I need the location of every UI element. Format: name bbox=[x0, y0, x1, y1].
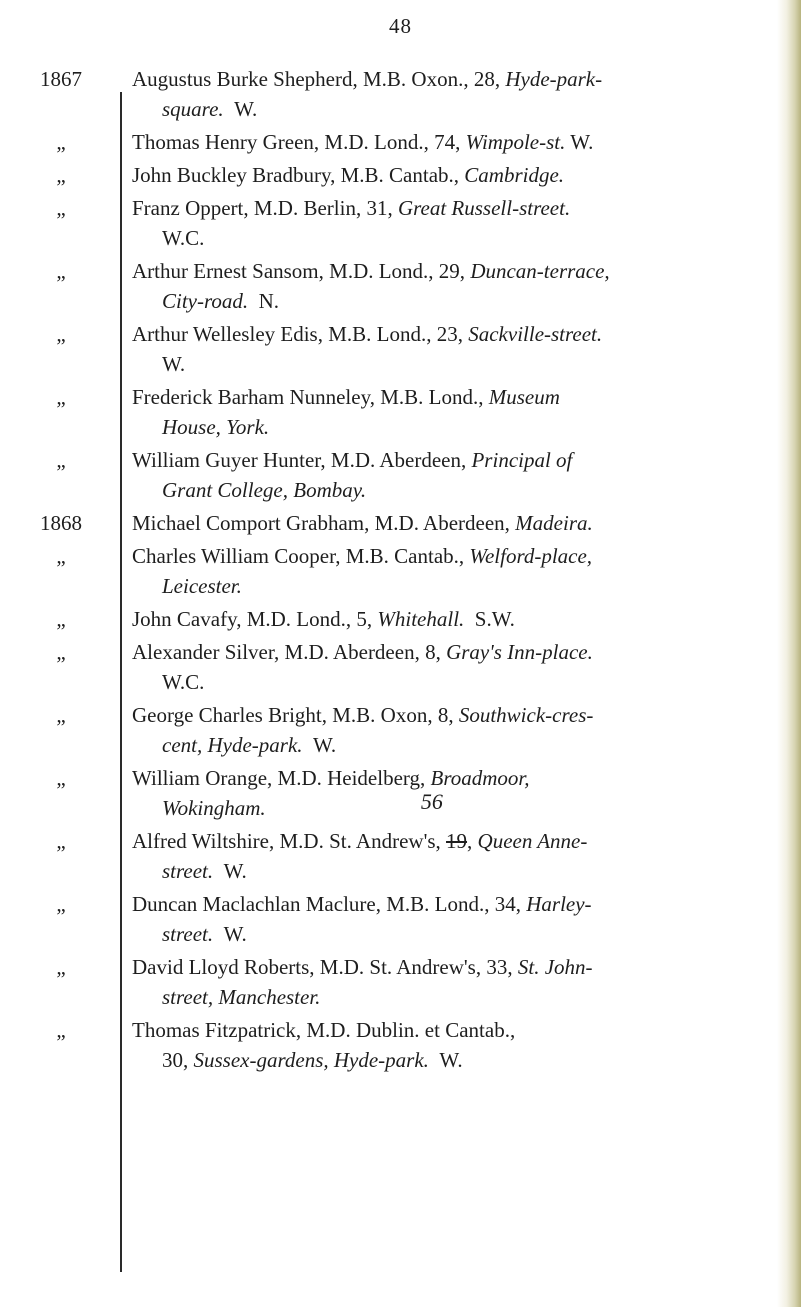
entry bbox=[0, 826, 801, 886]
entry-address: Whitehall. bbox=[377, 607, 465, 631]
entry-continuation bbox=[132, 1045, 758, 1075]
entry-name: Duncan Maclachlan Maclure, M.B. Lond., 34, bbox=[132, 892, 521, 916]
entry-text bbox=[118, 763, 758, 823]
entry-name: Charles William Cooper, M.B. Cantab., bbox=[132, 544, 465, 568]
entry-text bbox=[118, 64, 758, 124]
entry bbox=[0, 319, 801, 379]
entry-address-cont: City-road. bbox=[162, 289, 249, 313]
entry-district: W. bbox=[223, 859, 247, 883]
entry-name: George Charles Bright, M.B. Oxon, 8, bbox=[132, 703, 454, 727]
entry-text bbox=[118, 1015, 758, 1075]
entry-address: Queen Anne- bbox=[477, 829, 588, 853]
entry bbox=[0, 952, 801, 1012]
entry-continuation bbox=[132, 94, 758, 124]
entry-district: W. bbox=[570, 130, 594, 154]
entry-year: „ bbox=[56, 640, 66, 664]
entry bbox=[0, 604, 801, 634]
entry bbox=[0, 64, 801, 124]
entry-text bbox=[118, 319, 758, 379]
entry-continuation bbox=[132, 412, 758, 442]
entry-year: „ bbox=[56, 130, 66, 154]
entry-address-cont: cent, Hyde-park. bbox=[162, 733, 303, 757]
entry-continuation bbox=[132, 856, 758, 886]
entry-address: St. John- bbox=[517, 955, 593, 979]
entry bbox=[0, 256, 801, 316]
entry-name: Thomas Fitzpatrick, M.D. Dublin. et Cantab., bbox=[132, 1018, 516, 1042]
entry-address: Broadmoor, bbox=[430, 766, 530, 790]
entry-year: „ bbox=[56, 196, 66, 220]
entry-address: Madeira. bbox=[515, 511, 593, 535]
entry bbox=[0, 637, 801, 697]
entry-name: Augustus Burke Shepherd, M.B. Oxon., 28, bbox=[132, 67, 501, 91]
entry-year: „ bbox=[56, 163, 66, 187]
entry-name: John Cavafy, M.D. Lond., 5, bbox=[132, 607, 373, 631]
entry-text bbox=[118, 700, 758, 760]
entry-address: Gray's Inn-place. bbox=[446, 640, 593, 664]
entry-name: David Lloyd Roberts, M.D. St. Andrew's, 33, bbox=[132, 955, 513, 979]
entry-text bbox=[118, 160, 758, 190]
handwritten-annotation: 56 bbox=[420, 789, 443, 814]
entry bbox=[0, 700, 801, 760]
entry-text bbox=[118, 637, 758, 697]
entry-address-cont: Grant College, Bombay. bbox=[162, 478, 367, 502]
entry-text bbox=[118, 445, 758, 505]
entry-name: Frederick Barham Nunneley, M.B. Lond., bbox=[132, 385, 484, 409]
entry bbox=[0, 889, 801, 949]
entry-text bbox=[118, 127, 758, 157]
entry bbox=[0, 445, 801, 505]
entry-year: „ bbox=[56, 829, 66, 853]
entry-address-cont: Sussex-gardens, Hyde-park. bbox=[193, 1048, 429, 1072]
entry-continuation bbox=[132, 730, 758, 760]
entry-address: Welford-place, bbox=[469, 544, 593, 568]
entry-district: W. bbox=[439, 1048, 463, 1072]
entry-name: William Orange, M.D. Heidelberg, bbox=[132, 766, 426, 790]
entry-address: Duncan-terrace, bbox=[470, 259, 610, 283]
entry bbox=[0, 763, 801, 823]
entry-name: Franz Oppert, M.D. Berlin, 31, bbox=[132, 196, 393, 220]
entry bbox=[0, 193, 801, 253]
entry-continuation bbox=[132, 789, 758, 823]
entry-year: „ bbox=[56, 766, 66, 790]
entry-year: „ bbox=[56, 448, 66, 472]
entry-address-cont: square. bbox=[162, 97, 224, 121]
entry-year: „ bbox=[56, 607, 66, 631]
entry-district: W. bbox=[313, 733, 337, 757]
entry-text bbox=[118, 604, 758, 634]
entry bbox=[0, 160, 801, 190]
entry-address: Great Russell-street. bbox=[397, 196, 571, 220]
entry-text bbox=[118, 541, 758, 601]
entry-name: William Guyer Hunter, M.D. Aberdeen, bbox=[132, 448, 467, 472]
entry-name: Alexander Silver, M.D. Aberdeen, 8, bbox=[132, 640, 441, 664]
entry-district: W. bbox=[234, 97, 258, 121]
entry-address: Southwick-cres- bbox=[458, 703, 594, 727]
struck-house-number: 19 bbox=[446, 829, 468, 853]
entry-continuation bbox=[132, 982, 758, 1012]
entry-text bbox=[118, 889, 758, 949]
entry-address: Sackville-street. bbox=[468, 322, 603, 346]
entry-continuation bbox=[132, 349, 758, 379]
entry-continuation bbox=[132, 223, 758, 253]
entry-year: „ bbox=[56, 259, 66, 283]
entry-continuation bbox=[132, 919, 758, 949]
entry-address: Wimpole-st. bbox=[465, 130, 566, 154]
entry-year: 1867 bbox=[40, 67, 82, 91]
entry-continuation bbox=[132, 571, 758, 601]
entry-address: Harley- bbox=[526, 892, 592, 916]
entry-district: N. bbox=[258, 289, 280, 313]
entry-name: Arthur Ernest Sansom, M.D. Lond., 29, bbox=[132, 259, 466, 283]
entry-year: „ bbox=[56, 1018, 66, 1042]
entry-name: Alfred Wiltshire, M.D. St. Andrew's, bbox=[132, 829, 441, 853]
entry-district: S.W. bbox=[474, 607, 515, 631]
entry-address-cont: Wokingham. bbox=[162, 796, 266, 820]
entry bbox=[0, 1015, 801, 1075]
entry-address-cont: street, Manchester. bbox=[162, 985, 321, 1009]
entry bbox=[0, 382, 801, 442]
entry-district: W.C. bbox=[162, 670, 205, 694]
entry bbox=[0, 541, 801, 601]
entry-address-cont: street. bbox=[162, 859, 214, 883]
entry-year: „ bbox=[56, 703, 66, 727]
entry-name: Michael Comport Grabham, M.D. Aberdeen, bbox=[132, 511, 510, 535]
entry-year: „ bbox=[56, 385, 66, 409]
entry-address-cont: street. bbox=[162, 922, 214, 946]
entry-text bbox=[118, 256, 758, 316]
entry-year: „ bbox=[56, 955, 66, 979]
entry-name: John Buckley Bradbury, M.B. Cantab., bbox=[132, 163, 460, 187]
entry-text bbox=[118, 508, 758, 538]
entry-year: „ bbox=[56, 544, 66, 568]
entry-text bbox=[118, 193, 758, 253]
entry-text bbox=[118, 382, 758, 442]
entry-address: Cambridge. bbox=[464, 163, 565, 187]
entry-year: „ bbox=[56, 322, 66, 346]
page-number: 48 bbox=[389, 14, 412, 38]
entry-list bbox=[0, 64, 801, 1078]
entry-name: Arthur Wellesley Edis, M.B. Lond., 23, bbox=[132, 322, 463, 346]
entry-continuation bbox=[132, 667, 758, 697]
entry bbox=[0, 508, 801, 538]
entry-address: Museum bbox=[488, 385, 560, 409]
entry-address: Hyde-park- bbox=[505, 67, 603, 91]
entry-address-cont: Leicester. bbox=[162, 574, 242, 598]
entry-district: W.C. bbox=[162, 226, 205, 250]
entry-district: W. bbox=[223, 922, 247, 946]
entry-continuation bbox=[132, 286, 758, 316]
entry-address: Principal of bbox=[471, 448, 573, 472]
entry bbox=[0, 127, 801, 157]
entry-year: 1868 bbox=[40, 511, 82, 535]
entry-continuation bbox=[132, 475, 758, 505]
entry-name: Thomas Henry Green, M.D. Lond., 74, bbox=[132, 130, 461, 154]
entry-year: „ bbox=[56, 892, 66, 916]
entry-address-cont: House, York. bbox=[162, 415, 270, 439]
entry-text: Alfred Wiltshire, M.D. St. Andrew's, 19, Queen Anne- street. W. bbox=[118, 826, 758, 886]
entry-district: W. bbox=[162, 352, 186, 376]
entry-number: 30, bbox=[162, 1048, 189, 1072]
entry-text bbox=[118, 952, 758, 1012]
